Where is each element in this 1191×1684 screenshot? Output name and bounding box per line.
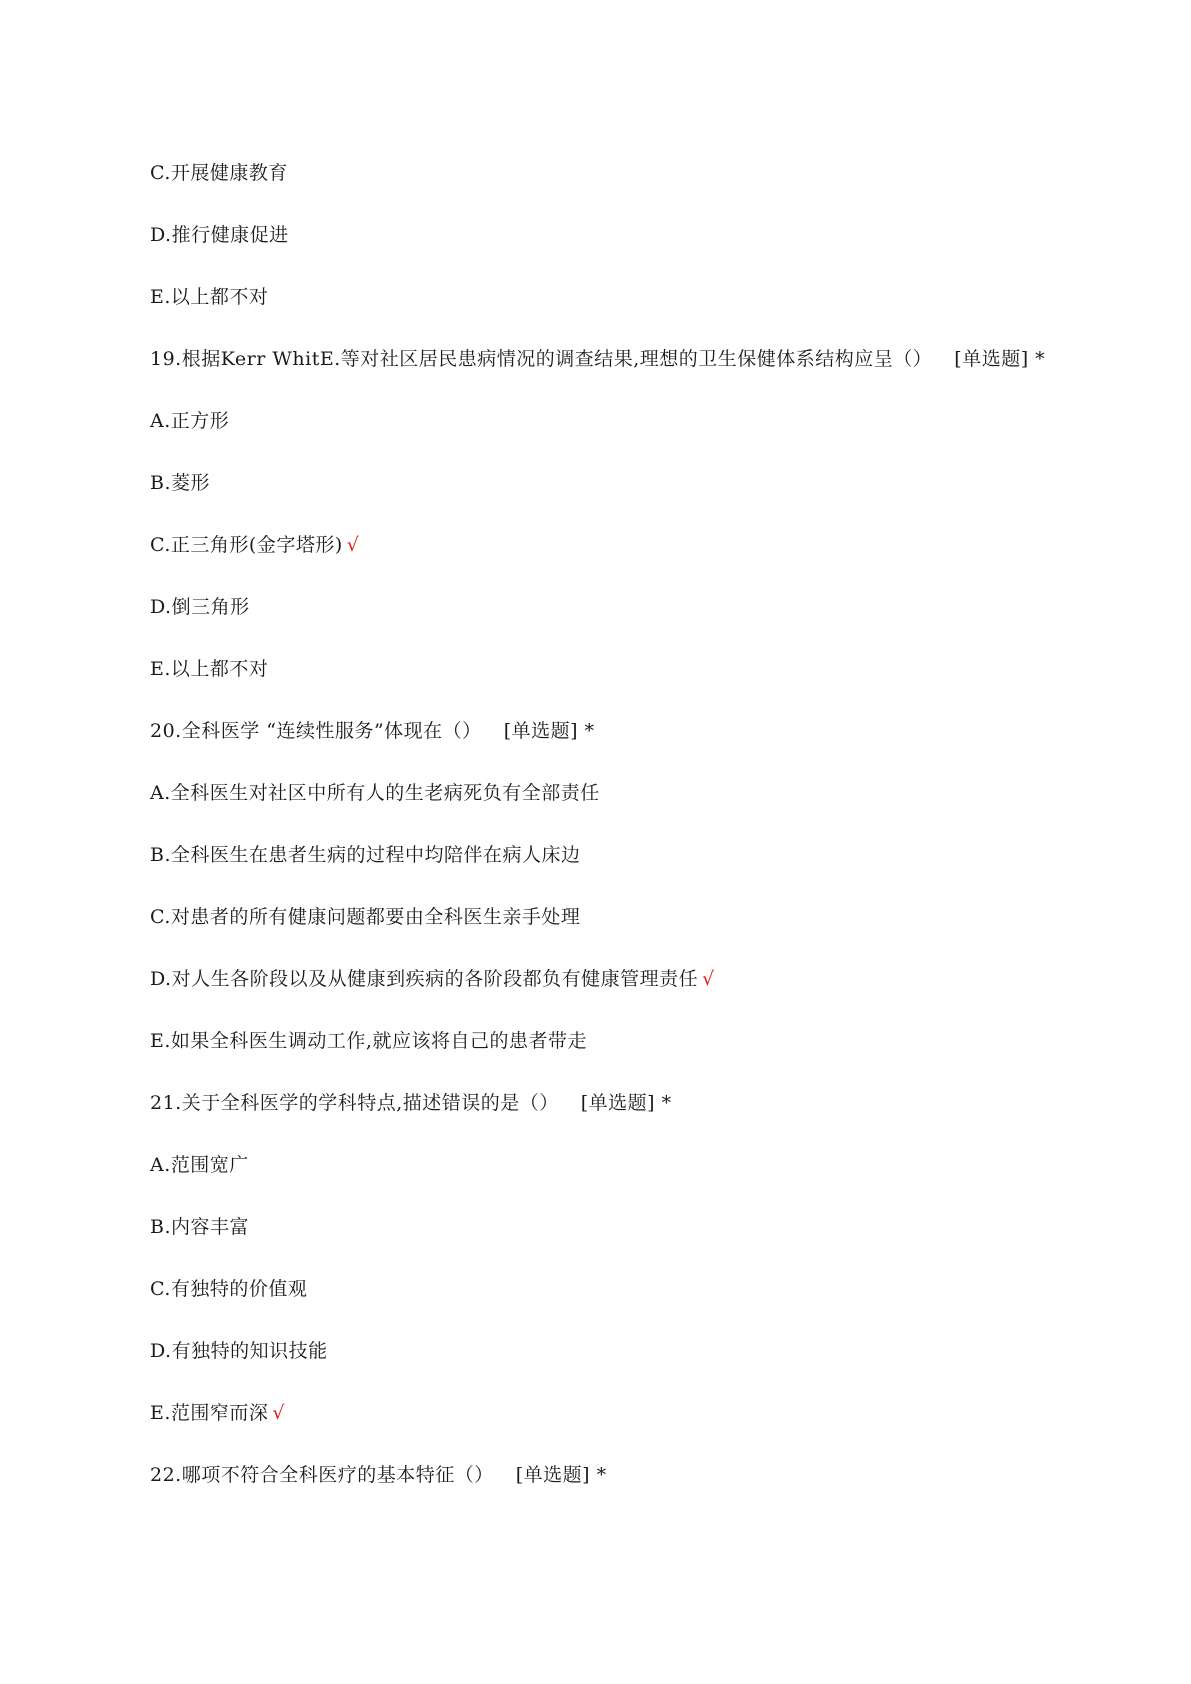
option-text: E.以上都不对 <box>150 286 269 308</box>
option-line <box>150 1276 307 1302</box>
option-line <box>150 780 600 806</box>
option-line <box>150 1338 328 1364</box>
option-text: D.倒三角形 <box>150 596 250 618</box>
option-text: D.推行健康促进 <box>150 224 289 246</box>
correct-check-icon: √ <box>346 534 360 556</box>
question-text: 19.根据Kerr WhitE.等对社区居民患病情况的调查结果,理想的卫生保健体系结构应呈（） <box>150 348 933 370</box>
question-type-tag: [单选题] * <box>515 1464 607 1486</box>
option-text: A.范围宽广 <box>150 1154 249 1176</box>
question-text: 20.全科医学 “连续性服务”体现在（） <box>150 720 482 742</box>
option-line <box>150 1400 285 1426</box>
option-text: B.内容丰富 <box>150 1216 250 1238</box>
option-line <box>150 656 268 682</box>
option-text: D.对人生各阶段以及从健康到疾病的各阶段都负有健康管理责任 <box>150 968 699 990</box>
question-line <box>150 346 1045 372</box>
question-text: 21.关于全科医学的学科特点,描述错误的是（） <box>150 1092 559 1114</box>
option-line <box>150 1214 249 1240</box>
option-text: E.以上都不对 <box>150 658 269 680</box>
option-text: C.有独特的价值观 <box>150 1278 308 1300</box>
option-line <box>150 284 268 310</box>
correct-check-icon: √ <box>702 968 715 990</box>
option-text: A.全科医生对社区中所有人的生老病死负有全部责任 <box>150 782 600 804</box>
option-text: A.正方形 <box>150 410 230 432</box>
option-text: C.对患者的所有健康问题都要由全科医生亲手处理 <box>150 906 581 928</box>
option-line <box>150 1152 249 1178</box>
option-line <box>150 594 250 620</box>
option-line <box>150 160 288 186</box>
option-text: D.有独特的知识技能 <box>150 1340 328 1362</box>
option-line <box>150 470 210 496</box>
option-line <box>150 532 359 558</box>
question-text: 22.哪项不符合全科医疗的基本特征（） <box>150 1464 494 1486</box>
option-line <box>150 966 715 992</box>
option-text: C.开展健康教育 <box>150 162 288 184</box>
question-line <box>150 1090 672 1116</box>
option-line <box>150 1028 587 1054</box>
question-type-tag: [单选题] * <box>954 348 1046 370</box>
option-text: E.范围窄而深 <box>150 1402 269 1424</box>
option-text: C.正三角形(金字塔形) <box>150 534 343 556</box>
option-text: E.如果全科医生调动工作,就应该将自己的患者带走 <box>150 1030 587 1052</box>
option-line <box>150 408 229 434</box>
question-line <box>150 718 595 744</box>
option-text: B.菱形 <box>150 472 211 494</box>
correct-check-icon: √ <box>272 1402 286 1424</box>
option-line <box>150 842 581 868</box>
option-line <box>150 222 289 248</box>
question-line <box>150 1462 607 1488</box>
option-text: B.全科医生在患者生病的过程中均陪伴在病人床边 <box>150 844 581 866</box>
question-type-tag: [单选题] * <box>580 1092 672 1114</box>
question-type-tag: [单选题] * <box>503 720 595 742</box>
option-line <box>150 904 580 930</box>
